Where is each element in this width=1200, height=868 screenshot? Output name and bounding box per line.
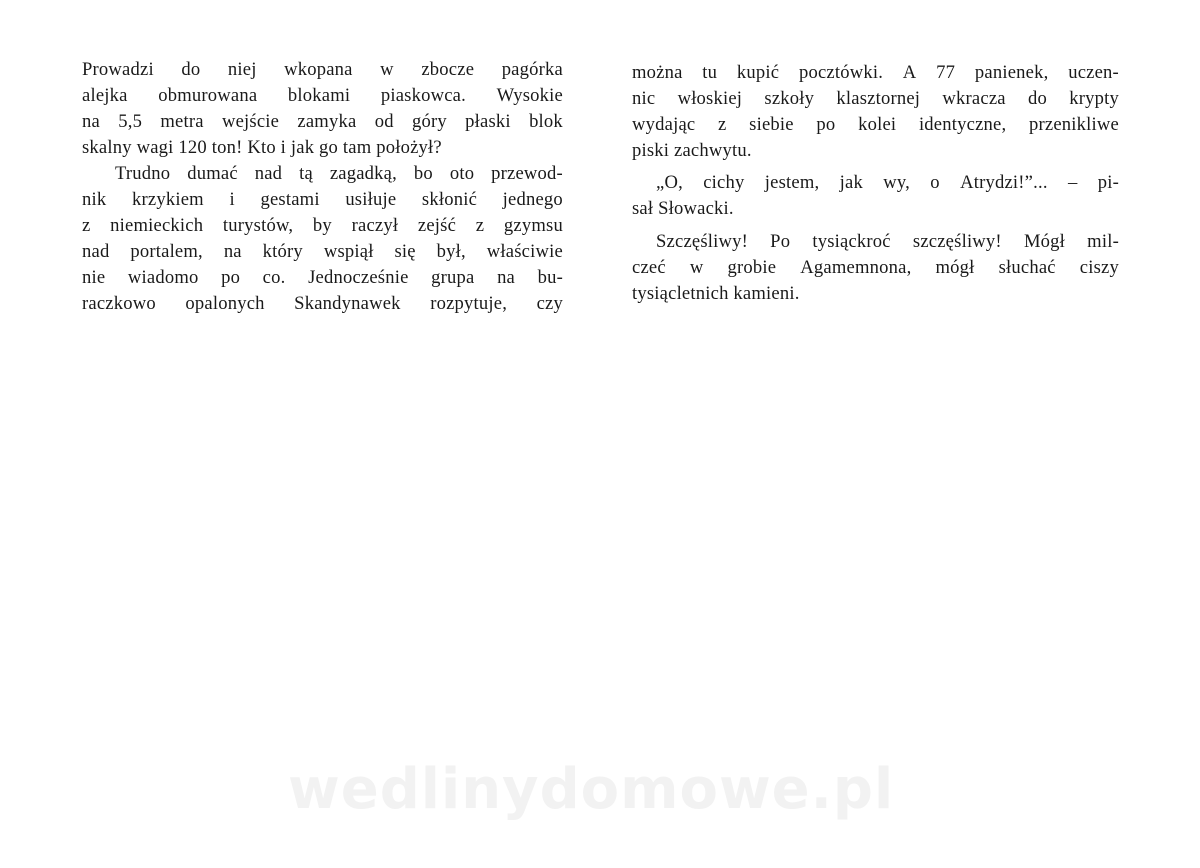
text-line: skalny wagi 120 ton! Kto i jak go tam położył? [82,137,442,158]
text-line: Szczęśliwy! Po tysiąckroć szczęśliwy! Mógł mil- [656,231,1119,252]
paragraph [82,57,563,161]
watermark-text: wedlinydomowe.pl [288,757,895,822]
paragraph-gap [632,222,1119,229]
right-text-column [632,60,1119,307]
text-line: nad portalem, na który wspiął się był, właściwie [82,241,563,262]
text-line: wydając z siebie po kolei identyczne, przenikliwe [632,114,1119,135]
text-line: czeć w grobie Agamemnona, mógł słuchać ciszy [632,257,1119,278]
paragraph [632,229,1119,307]
text-line: sał Słowacki. [632,198,734,219]
paragraph [632,170,1119,222]
text-line: Prowadzi do niej wkopana w zbocze pagórka [82,59,563,80]
text-line: raczkowo opalonych Skandynawek rozpytuje, czy [82,293,563,314]
text-line: tysiącletnich kamieni. [632,283,800,304]
text-line: „O, cichy jestem, jak wy, o Atrydzi!”... – pi- [656,172,1119,193]
text-line: nie wiadomo po co. Jednocześnie grupa na bu- [82,267,563,288]
text-line: nic włoskiej szkoły klasztornej wkracza do krypty [632,88,1119,109]
text-line: na 5,5 metra wejście zamyka od góry płaski blok [82,111,563,132]
paragraph [632,60,1119,164]
text-line: alejka obmurowana blokami piaskowca. Wysokie [82,85,563,106]
text-line: piski zachwytu. [632,140,752,161]
text-line: Trudno dumać nad tą zagadką, bo oto przewod- [115,163,563,184]
paragraph [82,161,563,317]
left-text-column [82,57,563,317]
text-line: z niemieckich turystów, by raczył zejść z gzymsu [82,215,563,236]
text-line: można tu kupić pocztówki. A 77 panienek, uczen- [632,62,1119,83]
text-line: nik krzykiem i gestami usiłuje skłonić jednego [82,189,563,210]
